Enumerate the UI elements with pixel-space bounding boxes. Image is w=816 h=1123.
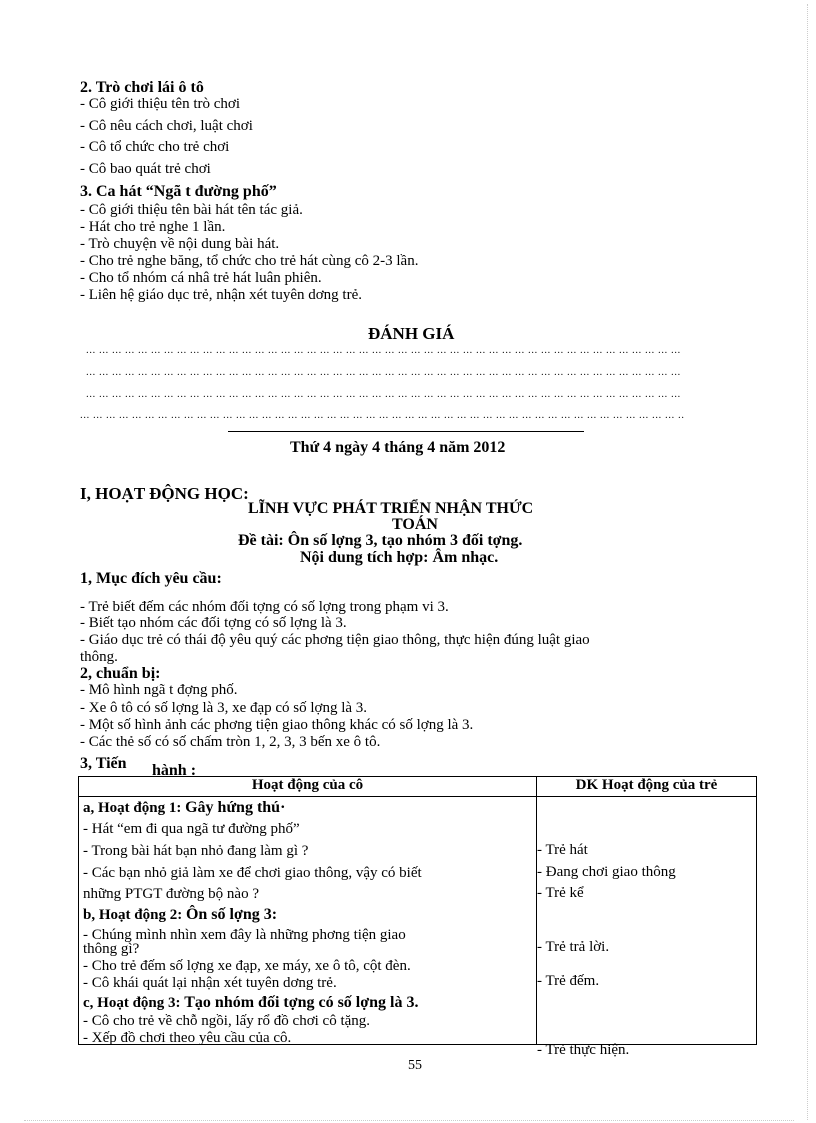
proceed-heading: 3, Tiến [80,755,127,772]
page-edge-right [807,4,808,1120]
activity-table [78,776,757,1058]
activity-c-heading [83,994,418,1012]
kids-a-item: - Trẻ kể [537,885,584,901]
proceed-heading-cont: hành : [152,762,197,779]
activity-a-label: a, Hoạt động 1: [83,800,182,816]
purpose-item: - Biết tạo nhóm các đối tợng có số lợng là 3. [80,615,347,631]
page-edge-bottom [24,1120,794,1121]
activity-b-item: thông gì? [83,941,140,957]
activity-b-title: Ôn số lợng 3: [185,906,278,923]
kids-b-item: - Trẻ trả lời. [537,939,610,955]
kids-cell [537,797,757,1058]
song-item: - Trò chuyện về nội dung bài hát. [80,236,280,252]
activity-b-heading [83,906,277,924]
activity-c-item: - Xếp đồ chơi theo yêu cầu của cô. [83,1030,292,1046]
song-item: - Hát cho trẻ nghe 1 lần. [80,219,226,235]
prep-heading: 2, chuẩn bị: [80,665,161,682]
activity-c-label: c, Hoạt động 3: [83,995,181,1011]
divider [228,431,584,432]
section-heading: I, HOẠT ĐỘNG HỌC: [80,484,249,503]
activity-b-item: - Cho trẻ đếm số lợng xe đạp, xe máy, xe ô tô, cột đèn. [83,958,411,974]
purpose-item: - Trẻ biết đếm các nhóm đối tợng có số lợng trong phạm vi 3. [80,599,449,615]
kids-a-item: - Trẻ hát [537,842,588,858]
evaluation-title: ĐÁNH GIÁ [368,324,455,343]
activity-b-label: b, Hoạt động 2: [83,907,183,923]
evaluation-dotline: ... ... ... ... ... ... ... ... ... ... ... ... ... ... ... ... ... ... ... ... ... ... ... ... ... ... ... ... ... ... ... ... ... ... ... ... ... ... ... ... ... ... ... ... ... ... [86,366,681,378]
game-item: - Cô giới thiệu tên trò chơi [80,96,241,112]
table-header-row [79,777,757,797]
purpose-item: thông. [80,649,118,665]
activity-a-item: - Hát “em đi qua ngã tư đường phố” [83,821,300,837]
purpose-heading: 1, Mục đích yêu cầu: [80,570,222,587]
activity-b-item: - Chúng mình nhìn xem đây là những phơng tiện giao [83,927,406,943]
evaluation-dotline: ... ... ... ... ... ... ... ... ... ... ... ... ... ... ... ... ... ... ... ... ... ... ... ... ... ... ... ... ... ... ... ... ... ... ... ... ... ... ... ... ... ... ... ... ... ... .. [80,409,685,421]
song-item: - Liên hệ giáo dục trẻ, nhận xét tuyên dơng trẻ. [80,287,363,303]
activity-a-item: những PTGT đường bộ nào ? [83,886,259,902]
game-heading: 2. Trò chơi lái ô tô [80,79,204,96]
purpose-item: - Giáo dục trẻ có thái độ yêu quý các phơng tiện giao thông, thực hiện đúng luật giao [80,632,590,648]
song-item: - Cô giới thiệu tên bài hát tên tác giả. [80,202,303,218]
game-item: - Cô tổ chức cho trẻ chơi [80,139,230,155]
evaluation-dotline: ... ... ... ... ... ... ... ... ... ... ... ... ... ... ... ... ... ... ... ... ... ... ... ... ... ... ... ... ... ... ... ... ... ... ... ... ... ... ... ... ... ... ... ... ... ... [86,388,681,400]
subject-title: TOÁN [392,516,438,533]
activity-a-item: - Trong bài hát bạn nhỏ đang làm gì ? [83,843,309,859]
song-heading: 3. Ca hát “Ngã t đường phố” [80,183,277,200]
game-item: - Cô nêu cách chơi, luật chơi [80,118,253,134]
col-teacher-header: Hoạt động của cô [79,777,537,797]
song-item: - Cho tổ nhóm cá nhâ trẻ hát luân phiên. [80,270,322,286]
prep-item: - Các thẻ số có số chấm tròn 1, 2, 3, 3 bến xe ô tô. [80,734,381,750]
prep-item: - Một số hình ảnh các phơng tiện giao thông khác có số lợng là 3. [80,717,474,733]
activity-a-item: - Các bạn nhỏ giả làm xe để chơi giao thông, vậy có biết [83,865,422,881]
activity-c-item: - Cô cho trẻ về chỗ ngồi, lấy rổ đồ chơi cô tặng. [83,1013,371,1029]
teacher-cell [79,797,537,1045]
integration-title: Nội dung tích hợp: Âm nhạc. [300,549,499,566]
evaluation-dotline: ... ... ... ... ... ... ... ... ... ... ... ... ... ... ... ... ... ... ... ... ... ... ... ... ... ... ... ... ... ... ... ... ... ... ... ... ... ... ... ... ... ... ... ... ... ... [86,344,681,356]
game-item: - Cô bao quát trẻ chơi [80,161,211,177]
field-title: LĨNH VỰC PHÁT TRIỂN NHẬN THỨC [248,500,534,517]
activity-b-item: - Cô khái quát lại nhận xét tuyên dơng trẻ. [83,975,337,991]
activity-a-heading [83,799,285,817]
song-item: - Cho trẻ nghe băng, tổ chức cho trẻ hát cùng cô 2-3 lần. [80,253,419,269]
kids-a-item: - Đang chơi giao thông [537,864,676,880]
day-title: Thứ 4 ngày 4 tháng 4 năm 2012 [290,439,506,456]
kids-b-item: - Trẻ đếm. [537,973,600,989]
activity-a-title: Gây hứng thú· [185,799,286,816]
topic-title: Đề tài: Ôn số lợng 3, tạo nhóm 3 đối tợng. [238,532,523,549]
col-kids-header: DK Hoạt động của trẻ [537,777,757,797]
kids-c-item: - Trẻ thực hiện. [537,1042,630,1058]
table-row [79,797,757,1045]
page-number: 55 [408,1058,422,1073]
prep-item: - Xe ô tô có số lợng là 3, xe đạp có số lợng là 3. [80,700,368,716]
activity-c-title: Tạo nhóm đối tợng có số lợng là 3. [184,994,419,1011]
prep-item: - Mô hình ngã t đợng phố. [80,682,238,698]
